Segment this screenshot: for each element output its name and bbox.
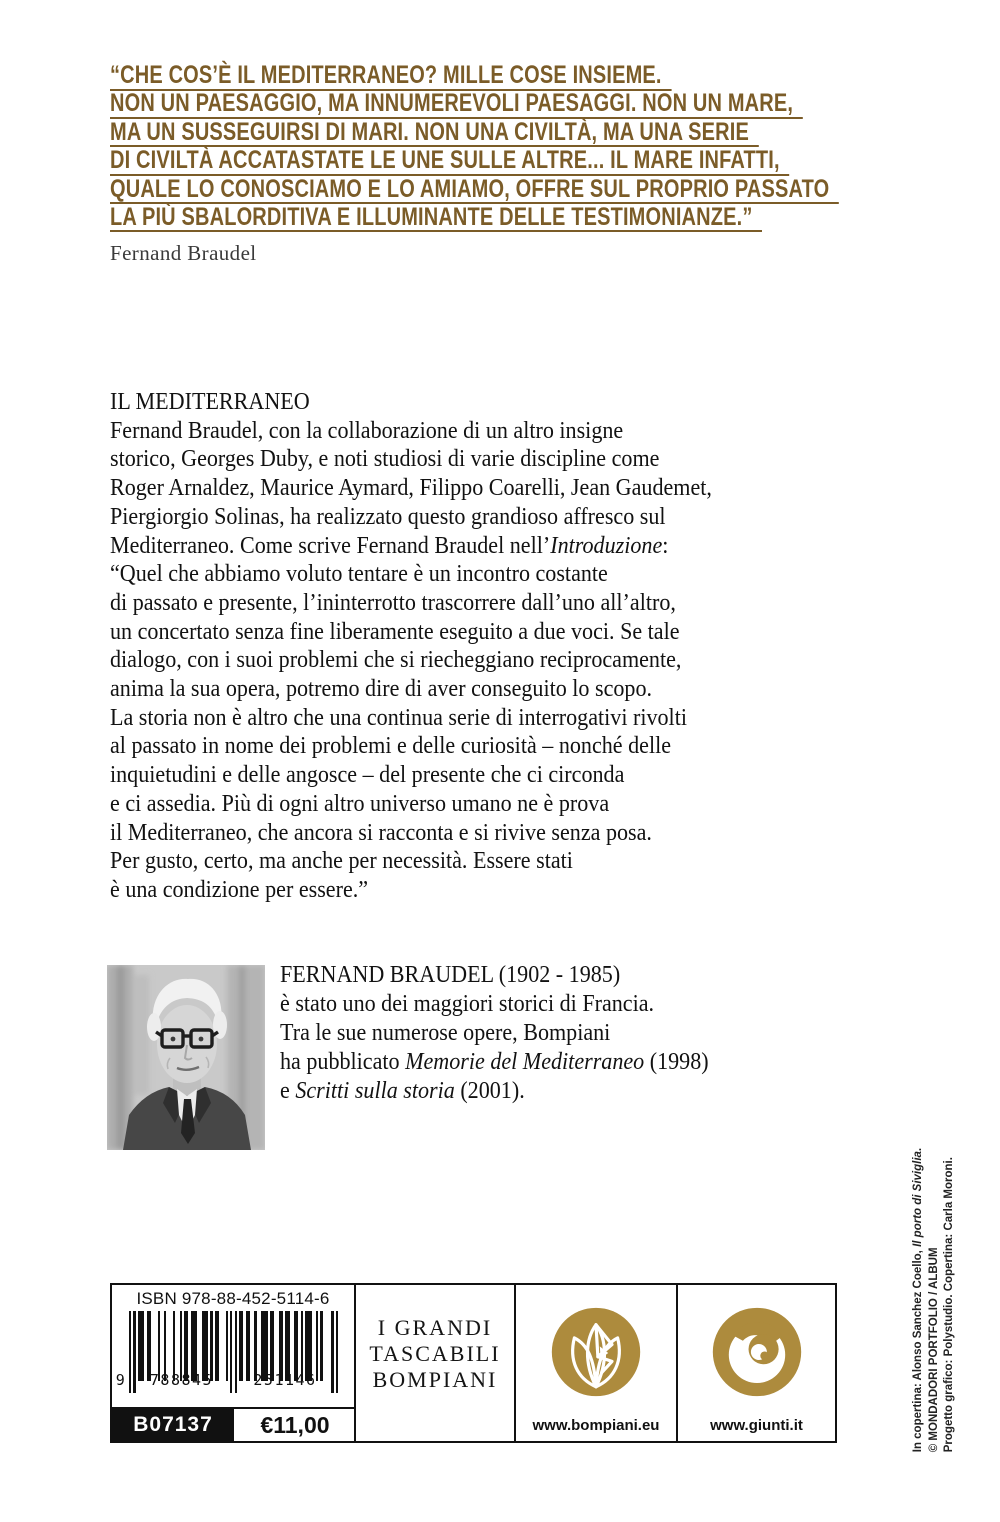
cover-credits: In copertina: Alonso Sanchez Coello, Il porto di Siviglia. © MONDADORI PORTFOLIO / ALBUM Progetto grafico: Polystudio. Copertina: Carla Moroni. (911, 1147, 955, 1453)
author-photo (107, 965, 265, 1150)
portrait-icon (107, 965, 265, 1150)
barcode-group1: 788845 (149, 1371, 214, 1389)
series-label: I GRANDI TASCABILI BOMPIANI (369, 1315, 501, 1392)
giunti-panel (678, 1285, 835, 1441)
giunti-logo-icon (710, 1305, 804, 1399)
barcode-digits (115, 1369, 339, 1389)
barcode-panel (112, 1285, 356, 1441)
bompiani-panel (516, 1285, 678, 1441)
series-panel (356, 1285, 516, 1441)
footer-box (110, 1283, 837, 1443)
barcode-group2: 251146 (253, 1371, 317, 1389)
bompiani-url: www.bompiani.eu (532, 1417, 660, 1434)
author-bio-text: FERNAND BRAUDEL (1902 - 1985) è stato uno dei maggiori storici di Francia. Tra le sue numerose opere, Bompiani ha pubblicato Memorie del Mediterraneo (1998) e Scritti sulla storia (2001). (280, 962, 709, 1104)
cover-quote: “CHE COS’È IL MEDITERRANEO? MILLE COSE INSIEME. NON UN PAESAGGIO, MA INNUMEREVOLI PAESAGGI. NON UN MARE, MA UN SUSSEGUIRSI DI MARI. NON UNA CIVILTÀ, MA UNA SERIE DI CIVILTÀ ACCATASTATE LE UNE SULLE ALTRE... IL MARE INFATTI, QUALE LO CONOSCIAMO E LO AMIAMO, OFFRE SUL PROPRIO PASSATO LA PIÙ SBALORDITIVA E ILLUMINANTE DELLE TESTIMONIANZE.” (110, 61, 990, 231)
synopsis-text: IL MEDITERRANEO Fernand Braudel, con la collaborazione di un altro insigne storico, Georges Duby, e noti studiosi di varie discipline come Roger Arnaldez, Maurice Aymard, Filippo Coarelli, Jean Gaudemet, Piergiorgio Solinas, ha realizzato questo grandioso affresco sul Mediterraneo. Come scrive Fernand Braudel nell’Introduzione: “Quel che abbiamo voluto tentare è un incontro costante di passato e presente, l’ininterrotto trascorrere dall’uno all’altro, un concertato senza fine liberamente eseguito a due voci. Se tale dialogo, con i suoi problemi che si riecheggiano reciprocamente, anima la sua opera, potremo dire di aver conseguito lo scopo. La storia non è altro che una continua serie di interrogativi rivolti al passato in nome dei problemi e delle curiosità – nonché delle inquietudini e delle angosce – del presente che ci circonda e ci assedia. Più di ogni altro universo umano ne è prova il Mediterraneo, che ancora si racconta e si rivive senza posa. Per gusto, certo, ma anche per necessità. Essere stati è una condizione per essere.” (110, 389, 712, 903)
giunti-url: www.giunti.it (710, 1417, 803, 1434)
barcode-digit-left: 9 (115, 1371, 127, 1389)
quote-attribution: Fernand Braudel (110, 241, 257, 265)
isbn-label: ISBN 978-88-452-5114-6 (136, 1289, 330, 1308)
bompiani-logo-icon (549, 1305, 643, 1399)
price-label: €11,00 (260, 1411, 330, 1438)
edition-code-badge: B07137 (112, 1409, 234, 1441)
